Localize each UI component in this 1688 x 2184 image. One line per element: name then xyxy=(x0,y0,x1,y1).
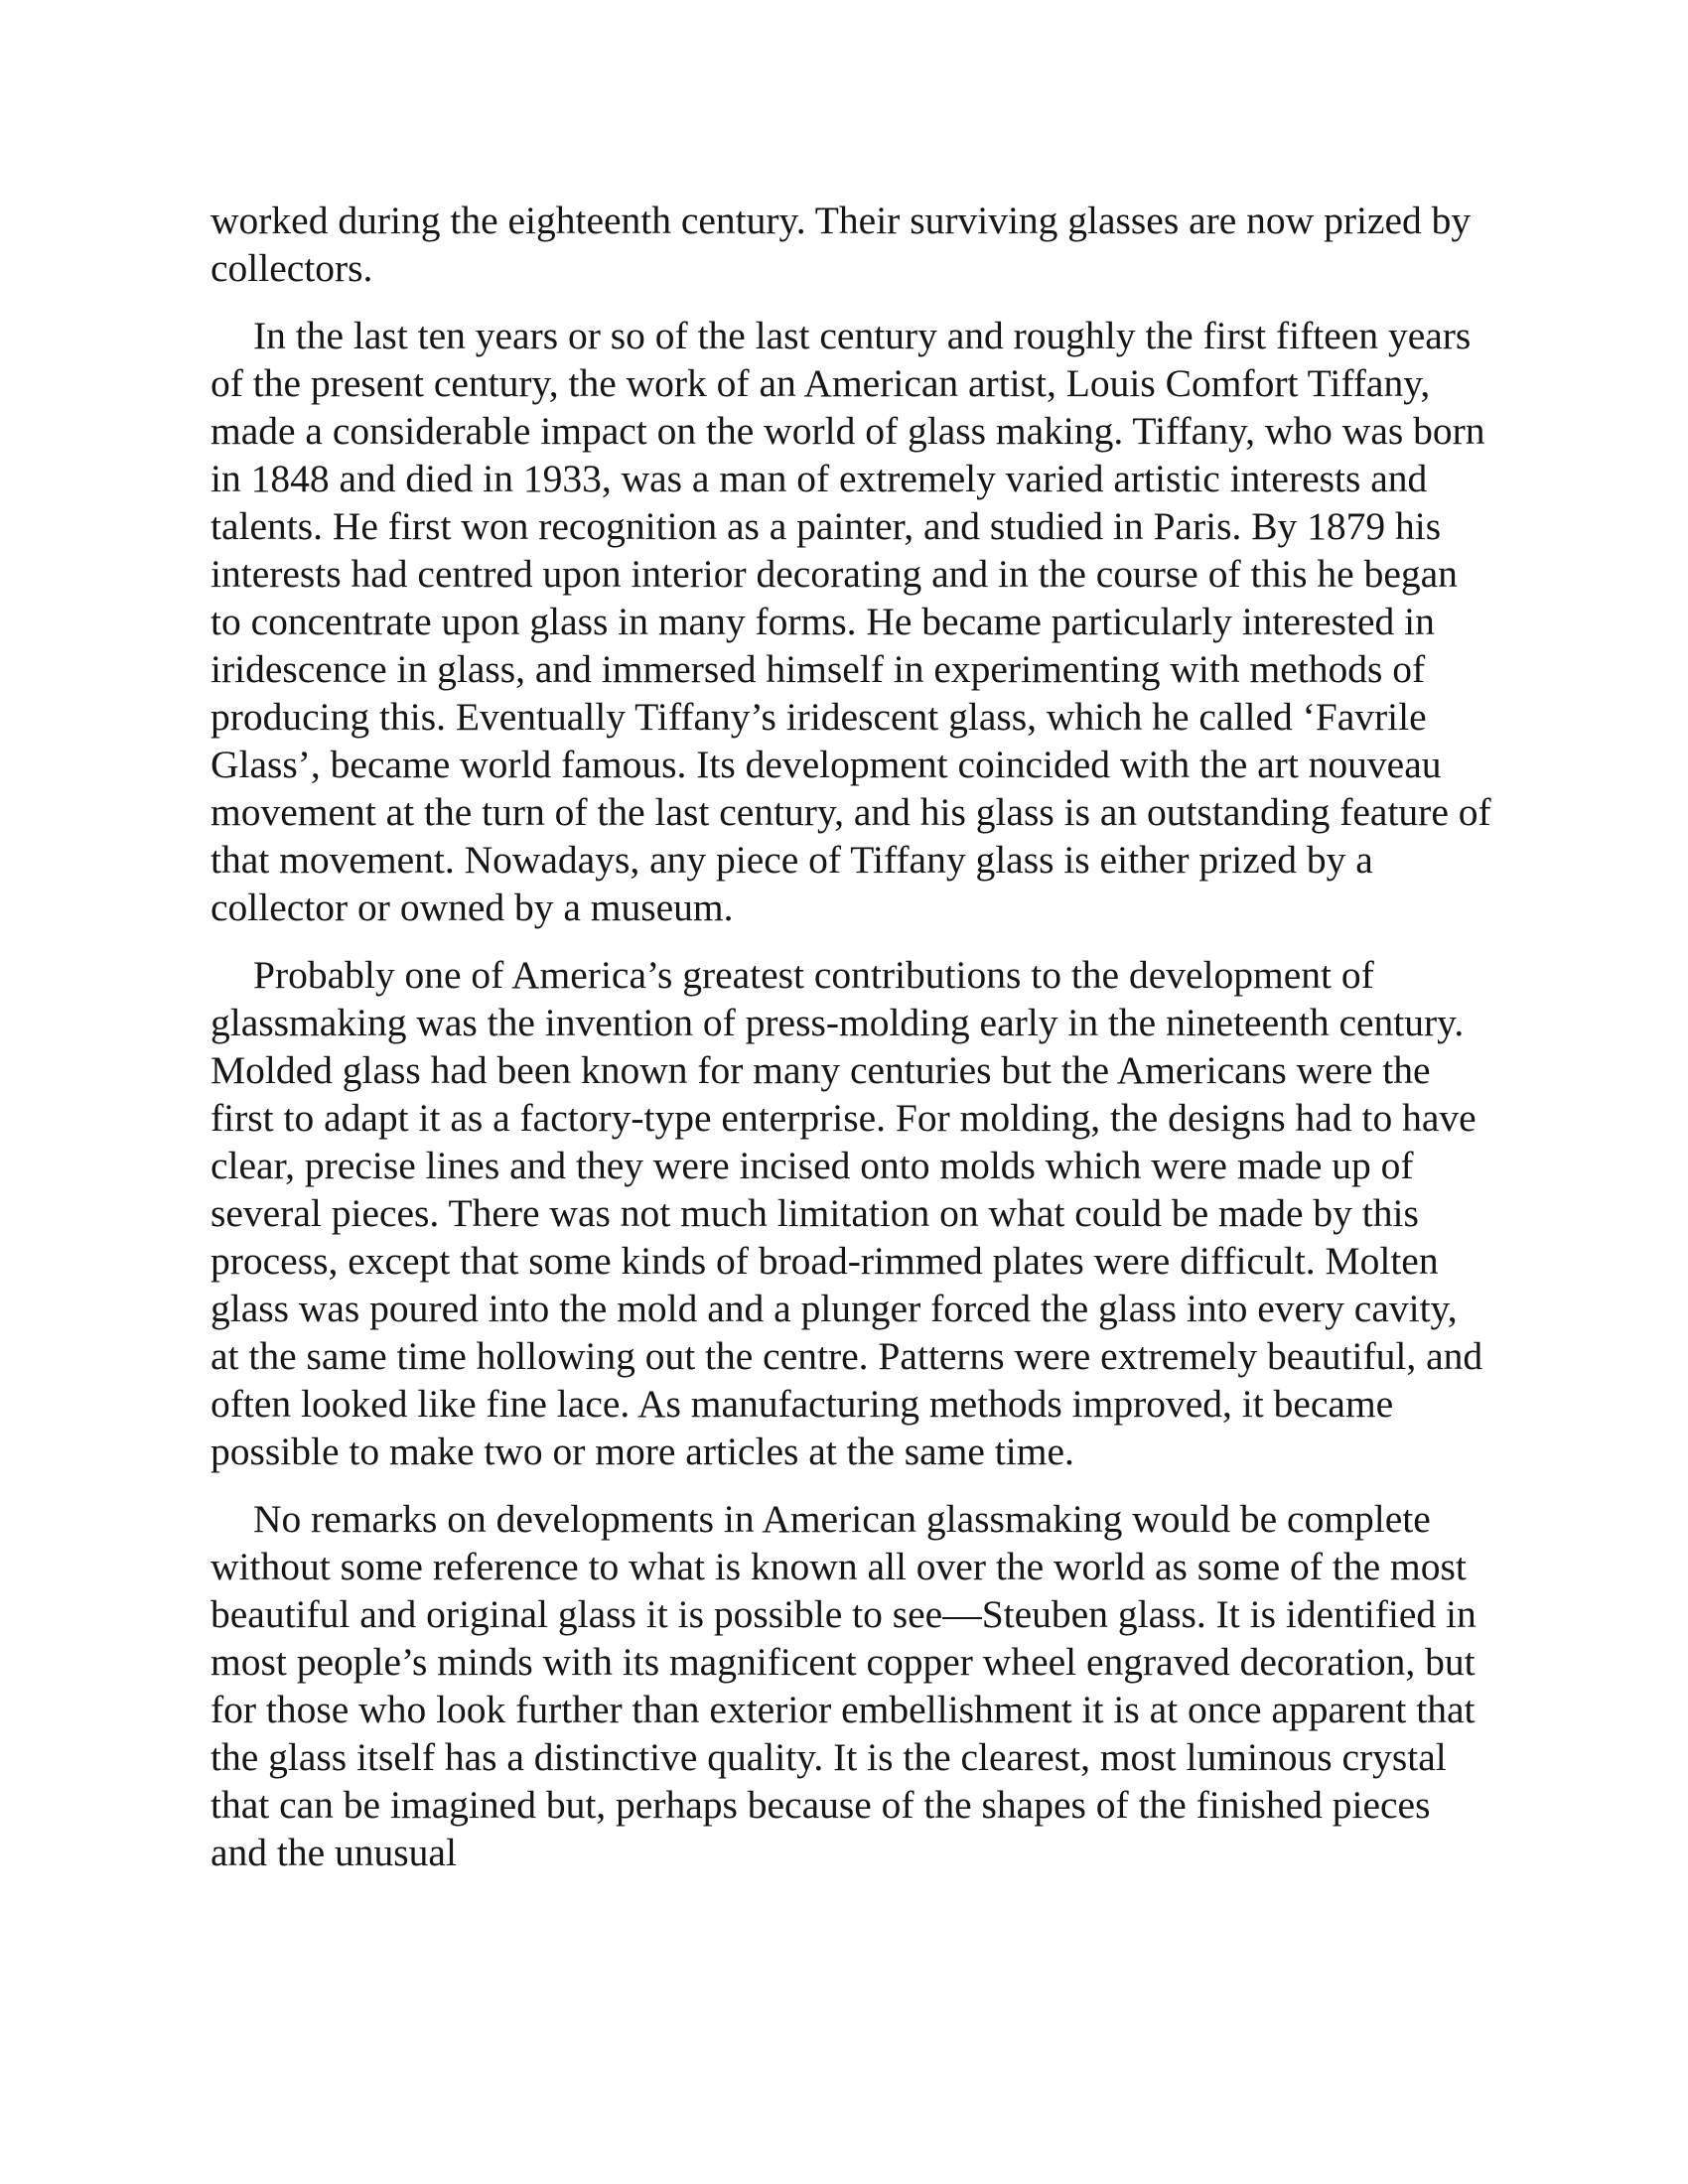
paragraph-press-molding: Probably one of America’s greatest contributions to the development of glassmaking was the invention of press-molding early in the nineteenth century. Molded glass had been known for many centuries but the Americans were the first to adapt it as a factory-type enterprise. For molding, the designs had to have clear, precise lines and they were incised onto molds which were made up of several pieces. There was not much limitation on what could be made by this process, except that some kinds of broad-rimmed plates were difficult. Molten glass was poured into the mold and a plunger forced the glass into every cavity, at the same time hollowing out the centre. Patterns were extremely beautiful, and often looked like fine lace. As manufacturing methods improved, it became possible to make two or more articles at the same time. xyxy=(211,953,1483,1473)
paragraph-continuation: worked during the eighteenth century. Their surviving glasses are now prized by collectors. xyxy=(211,199,1472,290)
paragraph-tiffany: In the last ten years or so of the last century and roughly the first fifteen years of the present century, the work of an American artist, Louis Comfort Tiffany, made a considerable impact on the world of glass making. Tiffany, who was born in 1848 and died in 1933, was a man of extremely varied artistic interests and talents. He first won recognition as a painter, and studied in Paris. By 1879 his interests had centred upon interior decorating and in the course of this he began to concentrate upon glass in many forms. He became particularly interested in iridescence in glass, and immersed himself in experimenting with methods of producing this. Eventually Tiffany’s iridescent glass, which he called ‘Favrile Glass’, became world famous. Its development coincided with the art nouveau movement at the turn of the last century, and his glass is an outstanding feature of that movement. Nowadays, any piece of Tiffany glass is either prized by a collector or owned by a museum. xyxy=(211,314,1491,929)
paragraph-steuben: No remarks on developments in American glassmaking would be complete without some reference to what is known all over the world as some of the most beautiful and original glass it is possible to see—Steuben glass. It is identified in most people’s minds with its magnificent copper wheel engraved decoration, but for those who look further than exterior embellishment it is at once apparent that the glass itself has a distinctive quality. It is the clearest, most luminous crystal that can be imagined but, perhaps because of the shapes of the finished pieces and the unusual xyxy=(211,1497,1477,1874)
document-page xyxy=(211,197,1493,1896)
